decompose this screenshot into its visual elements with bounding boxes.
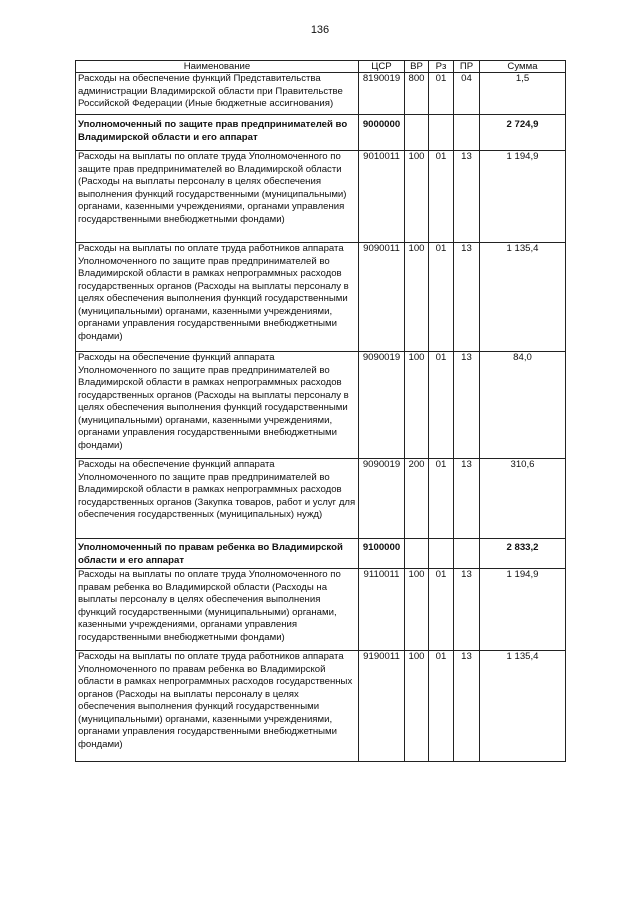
row-sum: 1 135,4 [480,243,566,352]
row-rz: 01 [429,459,454,539]
row-name: Уполномоченный по правам ребенка во Владимирской области и его аппарат [76,539,359,569]
row-name: Расходы на обеспечение функций аппарата Уполномоченного по защите прав предпринимателей во Владимирской области в рамках непрограммных расходов государственных органов (Расходы на выплаты персоналу в целях обеспечения выполнения функций государственными (муниципальными) органами, казенными учреждениями, органами управления государственными внебюджетными фондами) [76,352,359,459]
row-csr: 9010011 [359,151,405,243]
row-csr: 8190019 [359,73,405,115]
table-row [76,459,566,539]
table-row [76,151,566,243]
row-vr: 100 [405,651,429,762]
row-rz: 01 [429,651,454,762]
row-rz: 01 [429,151,454,243]
header-rz: Рз [429,61,454,73]
row-pr [454,115,480,151]
row-rz [429,539,454,569]
row-sum: 310,6 [480,459,566,539]
table-row [76,243,566,352]
row-csr: 9090019 [359,352,405,459]
page-number: 136 [310,24,330,36]
row-sum: 1 194,9 [480,151,566,243]
row-name: Расходы на обеспечение функций Представительства администрации Владимирской области при Правительстве Российской Федерации (Иные бюджетные ассигнования) [76,73,359,115]
row-name: Расходы на выплаты по оплате труда Уполномоченного по правам ребенка во Владимирской области (Расходы на выплаты персоналу в целях обеспечения выполнения функций государственными (муниципальными) органами, казенными учреждениями, органами управления государственными внебюджетными фондами) [76,569,359,651]
row-vr [405,115,429,151]
budget-table [75,60,566,762]
row-pr: 04 [454,73,480,115]
header-pr: ПР [454,61,480,73]
row-pr: 13 [454,243,480,352]
row-sum: 2 724,9 [480,115,566,151]
row-pr [454,539,480,569]
row-sum: 1 135,4 [480,651,566,762]
row-csr: 9110011 [359,569,405,651]
row-vr: 100 [405,352,429,459]
row-vr [405,539,429,569]
row-sum: 1 194,9 [480,569,566,651]
row-pr: 13 [454,352,480,459]
row-pr: 13 [454,569,480,651]
header-vr: ВР [405,61,429,73]
row-name: Расходы на выплаты по оплате труда Уполномоченного по защите прав предпринимателей во Владимирской области (Расходы на выплаты персоналу в целях обеспечения выполнения функций государственными (муниципальными) органами, казенными учреждениями, органами управления государственными внебюджетными фондами) [76,151,359,243]
header-name: Наименование [76,61,359,73]
row-vr: 800 [405,73,429,115]
table-row [76,115,566,151]
row-sum: 2 833,2 [480,539,566,569]
row-vr: 100 [405,151,429,243]
row-rz: 01 [429,73,454,115]
header-csr: ЦСР [359,61,405,73]
row-pr: 13 [454,151,480,243]
row-vr: 100 [405,243,429,352]
row-csr: 9090019 [359,459,405,539]
row-csr: 9100000 [359,539,405,569]
row-name: Расходы на выплаты по оплате труда работников аппарата Уполномоченного по правам ребенка во Владимирской области в рамках непрограммных расходов государственных органов (Расходы на выплаты персоналу в целях обеспечения выполнения функций государственными (муниципальными) органами, казенными учреждениями, органами управления государственными внебюджетными фондами) [76,651,359,762]
table-row [76,539,566,569]
row-sum: 84,0 [480,352,566,459]
row-rz [429,115,454,151]
row-csr: 9090011 [359,243,405,352]
row-name: Уполномоченный по защите прав предпринимателей во Владимирской области и его аппарат [76,115,359,151]
header-sum: Сумма [480,61,566,73]
row-name: Расходы на обеспечение функций аппарата Уполномоченного по защите прав предпринимателей во Владимирской области в рамках непрограммных расходов государственных органов (Закупка товаров, работ и услуг для обеспечения государственных (муниципальных) нужд) [76,459,359,539]
table-row [76,569,566,651]
row-rz: 01 [429,569,454,651]
table-header-row [76,61,566,73]
row-csr: 9190011 [359,651,405,762]
row-vr: 100 [405,569,429,651]
row-rz: 01 [429,243,454,352]
table-row [76,651,566,762]
row-rz: 01 [429,352,454,459]
row-csr: 9000000 [359,115,405,151]
table-row [76,352,566,459]
row-name: Расходы на выплаты по оплате труда работников аппарата Уполномоченного по защите прав предпринимателей во Владимирской области в рамках непрограммных расходов государственных органов (Расходы на выплаты персоналу в целях обеспечения выполнения функций государственными (муниципальными) органами, казенными учреждениями, органами управления государственными внебюджетными фондами) [76,243,359,352]
row-pr: 13 [454,651,480,762]
row-pr: 13 [454,459,480,539]
table-row [76,73,566,115]
row-vr: 200 [405,459,429,539]
row-sum: 1,5 [480,73,566,115]
